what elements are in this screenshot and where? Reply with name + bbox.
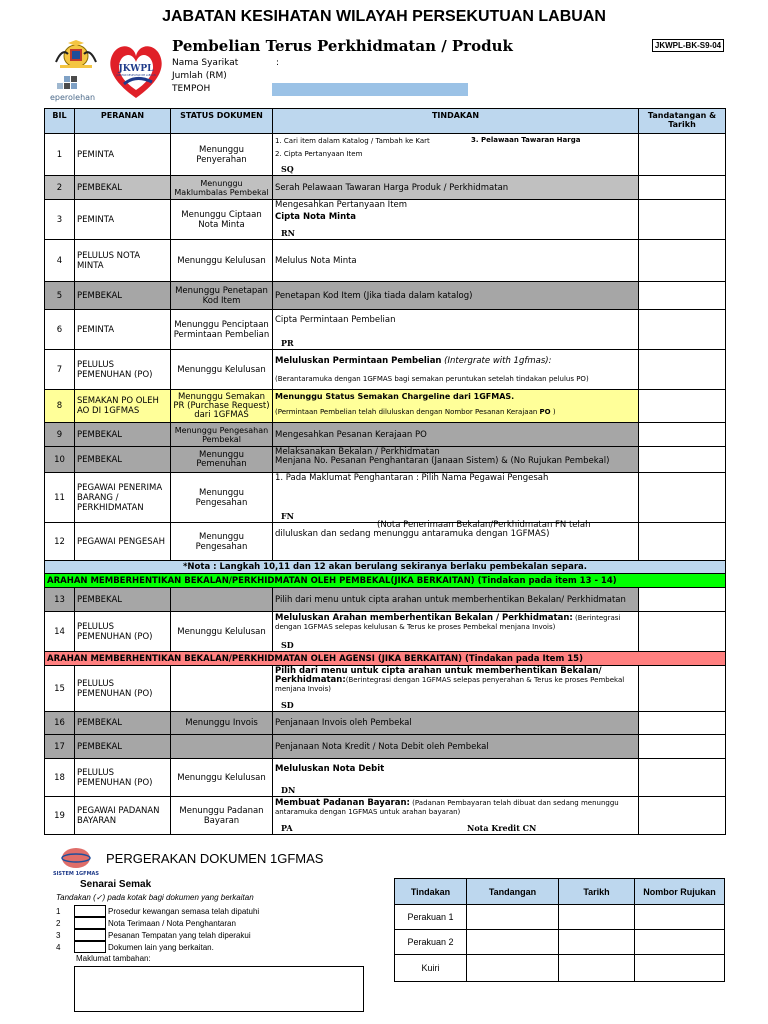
row-status: Menunggu Kelulusan [171,759,273,797]
status-cell[interactable] [635,955,725,982]
status-row-label: Perakuan 1 [395,905,467,930]
table-row [45,588,726,612]
tindakan-line: Pilih dari menu untuk cipta arahan untuk memberhentikan Bekalan/ Perkhidmatan: [275,666,602,685]
checklist-label: Nota Terimaan / Nota Penghantaran [108,918,236,928]
section-title: ARAHAN MEMBERHENTIKAN BEKALAN/PERKHIDMATAN OLEH AGENSI (JIKA BERKAITAN) (Tindakan pada Item 15) [45,652,726,666]
row-peranan: PELULUS PEMENUHAN (PO) [75,350,171,390]
row-status: Menunggu Kelulusan [171,240,273,282]
signature-cell[interactable] [639,473,726,523]
row-status: Menunggu Invois [171,712,273,735]
tindakan-line: (Berintegrasi dengan 1GFMAS selepas penyerahan & Terus ke proses Pembekal menjana Invois) [275,676,625,693]
status-cell[interactable] [635,930,725,955]
checklist-number: 3 [56,930,61,940]
jkwpl-heart-logo [104,38,168,104]
row-tindakan [273,310,639,350]
row-bil: 1 [45,134,75,176]
status-cell[interactable] [559,905,635,930]
row-tindakan [273,612,639,652]
status-row [395,905,725,930]
row-bil: 4 [45,240,75,282]
coat-of-arms-logo [52,40,100,70]
row-peranan: PEGAWAI PADANAN BAYARAN [75,797,171,835]
col-header-nombor-rujukan: Nombor Rujukan [635,879,725,905]
tindakan-line: Mengesahkan Pertanyaan Item [275,200,408,210]
row-tindakan: Melulus Nota Minta [273,240,639,282]
row-bil: 16 [45,712,75,735]
checklist-number: 1 [56,906,61,916]
row-peranan: SEMAKAN PO OLEH AO DI 1GFMAS [75,390,171,423]
row-status: Menunggu Kelulusan [171,350,273,390]
row-tindakan [273,520,639,561]
row-tindakan [273,447,639,473]
signature-cell[interactable] [639,390,726,423]
row-peranan: PEMINTA [75,310,171,350]
tindakan-line: ) [550,408,556,416]
row-bil: 18 [45,759,75,797]
status-cell[interactable] [559,930,635,955]
doc-code: FN [281,511,294,521]
signature-cell[interactable] [639,176,726,200]
table-row [45,200,726,240]
row-peranan: PEMINTA [75,200,171,240]
row-tindakan [273,134,639,176]
table-row [45,759,726,797]
checklist-label: Pesanan Tempatan yang telah diperakui [108,930,251,940]
row-status: Menunggu Pengesahan [171,473,273,523]
status-row [395,930,725,955]
row-tindakan: Pilih dari menu untuk cipta arahan untuk memberhentikan Bekalan/ Perkhidmatan [273,588,639,612]
doc-code: SD [281,700,294,710]
extra-info-textarea[interactable] [74,966,364,1012]
table-row [45,282,726,310]
col-header-tindakan: TINDAKAN [273,109,639,134]
row-tindakan: Mengesahkan Pesanan Kerajaan PO [273,423,639,447]
tindakan-line: 1. Cari item dalam Katalog / Tambah ke Kart [275,137,430,145]
table-row [45,797,726,835]
row-peranan: PEMBEKAL [75,423,171,447]
tempoh-input[interactable] [272,83,468,96]
tindakan-line: Meluluskan Permintaan Pembelian [275,356,442,366]
row-tindakan [273,759,639,797]
row-tindakan: Penjanaan Invois oleh Pembekal [273,712,639,735]
row-status: Menunggu Semakan PR (Purchase Request) dari 1GFMAS [171,390,273,423]
tindakan-line: Cipta Nota Minta [275,212,356,222]
row-status: Menunggu Ciptaan Nota Minta [171,200,273,240]
row-bil: 12 [45,523,75,561]
row-peranan: PEMBEKAL [75,176,171,200]
table-row [45,390,726,423]
row-tindakan [273,473,639,523]
signature-cell[interactable] [639,240,726,282]
row-peranan: PELULUS PEMENUHAN (PO) [75,666,171,712]
row-peranan: PELULUS PEMENUHAN (PO) [75,759,171,797]
tindakan-line: 1. Pada Maklumat Penghantaran : Pilih Nama Pegawai Pengesah [275,473,549,483]
signature-cell[interactable] [639,797,726,835]
row-status: Menunggu Pemenuhan [171,447,273,473]
field-label-nama-syarikat: Nama Syarikat [172,58,239,68]
section-header-agensi [45,652,726,666]
row-tindakan [273,200,639,240]
row-peranan: PEGAWAI PENERIMA BARANG / PERKHIDMATAN [75,473,171,523]
row-bil: 13 [45,588,75,612]
svg-text:eperolehan: eperolehan [50,93,96,102]
table-row [45,350,726,390]
field-colon: : [276,58,280,68]
row-status: Menunggu Penyerahan [171,134,273,176]
tindakan-line: Membuat Padanan Bayaran: [275,798,410,808]
row-peranan: PEGAWAI PENGESAH [75,523,171,561]
tindakan-line: (Berintegrasi dengan 1GFMAS selepas kelulusan & Terus ke proses Pembekal menjana Invois) [275,614,621,631]
row-status: Menunggu Pengesahan [171,523,273,561]
row-bil: 10 [45,447,75,473]
row-tindakan: Penetapan Kod Item (Jika tiada dalam katalog) [273,282,639,310]
signature-cell[interactable] [639,612,726,652]
signature-cell[interactable] [639,588,726,612]
checklist-number: 4 [56,942,61,952]
doc-code: SD [281,640,294,650]
row-status: Menunggu Pengesahan Pembekal [171,423,273,447]
status-row-label: Kuiri [395,955,467,982]
row-peranan: PEMBEKAL [75,282,171,310]
row-peranan: PEMBEKAL [75,735,171,759]
checkbox[interactable] [74,929,106,941]
tindakan-line: Melaksanakan Bekalan / Perkhidmatan [275,447,440,457]
row-peranan: PELULUS PEMENUHAN (PO) [75,612,171,652]
row-status [171,735,273,759]
row-bil: 11 [45,473,75,523]
status-row [395,955,725,982]
svg-text:JABATAN KESIHATAN WP LABUAN: JABATAN KESIHATAN WP LABUAN [116,74,156,77]
row-peranan: PEMBEKAL [75,588,171,612]
row-peranan: PEMBEKAL [75,447,171,473]
row-peranan: PEMBEKAL [75,712,171,735]
row-tindakan [273,350,639,390]
tindakan-line: Menjana No. Pesanan Penghantaran (Janaan Sistem) & (No Rujukan Pembekal) [275,456,610,466]
status-header-row [395,879,725,905]
signature-cell[interactable] [639,523,726,561]
doc-code: SQ [281,164,294,174]
row-status: Menunggu Penetapan Kod Item [171,282,273,310]
row-tindakan: Serah Pelawaan Tawaran Harga Produk / Perkhidmatan [273,176,639,200]
table-header-row [45,109,726,134]
row-bil: 15 [45,666,75,712]
row-status: Menunggu Padanan Bayaran [171,797,273,835]
row-bil: 2 [45,176,75,200]
table-row [45,310,726,350]
doc-code: Nota Kredit CN [467,823,537,833]
tindakan-line: 3. Pelawaan Tawaran Harga [471,136,581,144]
checklist-item [56,941,214,953]
checklist-label: Prosedur kewangan semasa telah dipatuhi [108,906,260,916]
field-label-tempoh: TEMPOH [172,84,211,94]
doc-code: RN [281,228,295,238]
row-peranan: PEMINTA [75,134,171,176]
col-header-tandangan: Tandangan [467,879,559,905]
tindakan-line: (Permintaan Pembelian telah diluluskan dengan Nombor Pesanan Kerajaan [275,408,540,416]
section-title: ARAHAN MEMBERHENTIKAN BEKALAN/PERKHIDMATAN OLEH PEMBEKAL(JIKA BERKAITAN) (Tindakan pada item 13 - 14) [45,574,726,588]
tindakan-line: 2. Cipta Pertanyaan Item [275,150,363,158]
tindakan-line: Meluluskan Nota Debit [275,764,385,774]
tindakan-line: Meluluskan Arahan memberhentikan Bekalan / Perkhidmatan: [275,613,573,623]
checklist-label: Dokumen lain yang berkaitan. [108,942,214,952]
row-tindakan: Penjanaan Nota Kredit / Nota Debit oleh Pembekal [273,735,639,759]
table-row [45,447,726,473]
table-row [45,612,726,652]
tindakan-line: PO [539,408,551,416]
signature-cell[interactable] [639,447,726,473]
partial-supply-note: *Nota : Langkah 10,11 dan 12 akan berulang sekiranya berlaku pembekalan separa. [45,561,726,574]
tindakan-line: Cipta Permintaan Pembelian [275,315,396,325]
doc-code: PR [281,338,294,348]
signature-cell[interactable] [639,759,726,797]
section-title-pergerakan: PERGERAKAN DOKUMEN 1GFMAS [106,851,324,866]
tindakan-line: (Nota Penerimaan Bekalan/Perkhidmatan FN telah [377,520,591,530]
row-bil: 19 [45,797,75,835]
status-row-label: Perakuan 2 [395,930,467,955]
row-peranan: PELULUS NOTA MINTA [75,240,171,282]
table-row [45,473,726,523]
checklist-number: 2 [56,918,61,928]
row-bil: 7 [45,350,75,390]
status-cell[interactable] [635,905,725,930]
signature-cell[interactable] [639,666,726,712]
table-row [45,523,726,561]
col-header-tarikh: Tarikh [559,879,635,905]
checklist-item [56,929,251,941]
tindakan-line: (Intergrate with 1gfmas): [441,356,552,366]
table-row [45,712,726,735]
page-title: JABATAN KESIHATAN WILAYAH PERSEKUTUAN LABUAN [162,8,606,25]
extra-info-label: Maklumat tambahan: [76,954,151,963]
document-number: JKWPL-BK-S9-04 [652,39,724,52]
status-cell[interactable] [559,955,635,982]
status-cell[interactable] [467,955,559,982]
signature-cell[interactable] [639,310,726,350]
row-status [171,588,273,612]
signature-cell[interactable] [639,423,726,447]
table-row [45,240,726,282]
row-status: Menunggu Kelulusan [171,612,273,652]
doc-code: PA [281,823,293,833]
checklist-item [56,905,259,917]
process-table [44,108,726,835]
status-cell[interactable] [467,930,559,955]
signature-cell[interactable] [639,282,726,310]
table-row [45,423,726,447]
1gfmas-logo [52,846,100,877]
row-bil: 9 [45,423,75,447]
tindakan-line: Menunggu Status Semakan Chargeline dari 1GFMAS. [275,392,515,401]
checkbox[interactable] [74,917,106,929]
signature-cell[interactable] [639,735,726,759]
row-status: Menunggu Maklumbalas Pembekal [171,176,273,200]
checklist-title: Senarai Semak [80,879,152,890]
checkbox[interactable] [74,941,106,953]
col-header-tindakan: Tindakan [395,879,467,905]
row-tindakan [273,797,639,835]
table-row [45,666,726,712]
tindakan-line: (Berantaramuka dengan 1GFMAS bagi semakan peruntukan setelah tindakan pelulus PO) [275,375,589,383]
row-tindakan [273,666,639,712]
form-subtitle: Pembelian Terus Perkhidmatan / Produk [172,37,513,55]
field-label-jumlah: Jumlah (RM) [172,71,227,81]
col-header-bil: BIL [45,109,75,134]
table-row [45,176,726,200]
signature-cell[interactable] [639,200,726,240]
table-row [45,134,726,176]
approval-status-table [394,878,725,982]
col-header-status: STATUS DOKUMEN [171,109,273,134]
row-bil: 14 [45,612,75,652]
row-bil: 5 [45,282,75,310]
signature-cell[interactable] [639,134,726,176]
row-status [171,666,273,712]
eperolehan-logo [50,76,106,104]
col-header-tandatangan: Tandatangan & Tarikh [639,109,726,134]
svg-text:JKWPL: JKWPL [118,64,154,74]
row-bil: 3 [45,200,75,240]
note-row [45,561,726,574]
signature-cell[interactable] [639,350,726,390]
checklist-hint: Tandakan (✓) pada kotak bagi dokumen yang berkaitan [56,893,254,902]
signature-cell[interactable] [639,712,726,735]
row-tindakan [273,390,639,423]
status-cell[interactable] [467,905,559,930]
checklist-item [56,917,236,929]
tindakan-line: (Padanan Pembayaran telah dibuat dan sedang menunggu antaramuka dengan 1GFMAS untuk arahan bayaran) [275,799,619,816]
table-row [45,735,726,759]
svg-text:SISTEM 1GFMAS: SISTEM 1GFMAS [52,871,100,877]
row-bil: 6 [45,310,75,350]
row-status: Menunggu Penciptaan Permintaan Pembelian [171,310,273,350]
doc-code: DN [281,785,296,795]
tindakan-line: diluluskan dan sedang menunggu antaramuka dengan 1GFMAS) [275,529,550,539]
col-header-peranan: PERANAN [75,109,171,134]
row-bil: 8 [45,390,75,423]
checkbox[interactable] [74,905,106,917]
row-bil: 17 [45,735,75,759]
section-header-pembekal [45,574,726,588]
